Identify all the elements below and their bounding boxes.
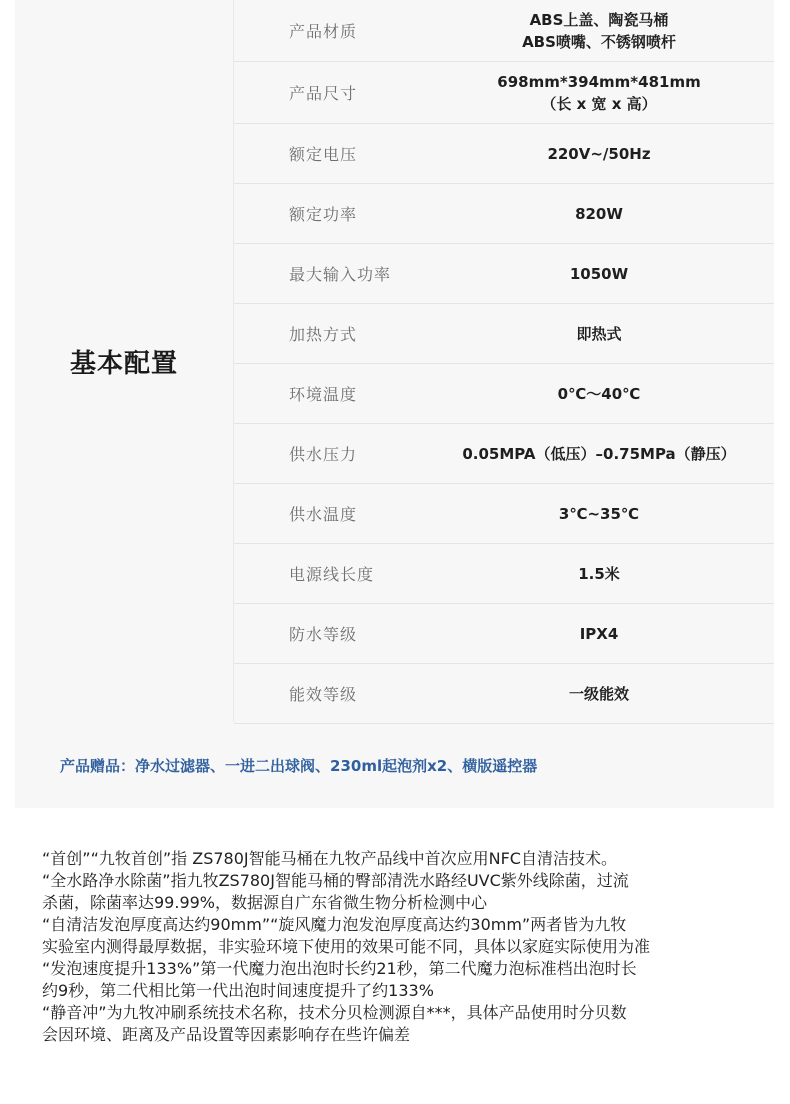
spec-value-line: 0.05MPA（低压）–0.75MPa（静压） bbox=[462, 444, 736, 463]
spec-row bbox=[234, 124, 774, 184]
spec-label: 产品材质 bbox=[289, 22, 358, 41]
spec-row bbox=[234, 244, 774, 304]
spec-value bbox=[424, 664, 774, 723]
spec-value-line: ABS上盖、陶瓷马桶 bbox=[529, 10, 669, 29]
spec-row bbox=[234, 364, 774, 424]
spec-row bbox=[234, 0, 774, 62]
section-title: 基本配置 bbox=[69, 348, 178, 379]
note-line: 杀菌，除菌率达99.99%，数据源自广东省微生物分析检测中心 bbox=[42, 893, 488, 912]
spec-row bbox=[234, 424, 774, 484]
spec-row bbox=[234, 544, 774, 604]
spec-rows bbox=[234, 0, 774, 724]
note-line: 会因环境、距离及产品设置等因素影响存在些许偏差 bbox=[42, 1025, 411, 1044]
spec-value-line: 698mm*394mm*481mm bbox=[497, 72, 701, 91]
spec-row bbox=[234, 184, 774, 244]
spec-value-line: 3℃~35℃ bbox=[558, 504, 640, 523]
note-line: “发泡速度提升133%”第一代魔力泡出泡时长约21秒，第二代魔力泡标准档出泡时长 bbox=[42, 959, 637, 978]
spec-value bbox=[424, 424, 774, 483]
spec-value bbox=[424, 244, 774, 303]
spec-label: 防水等级 bbox=[289, 625, 358, 644]
spec-label: 加热方式 bbox=[289, 325, 358, 344]
spec-value-line: IPX4 bbox=[579, 624, 619, 643]
spec-label: 供水温度 bbox=[289, 505, 358, 524]
spec-label: 电源线长度 bbox=[289, 565, 375, 584]
spec-value bbox=[424, 604, 774, 663]
spec-value bbox=[424, 184, 774, 243]
note-line: 实验室内测得最厚数据，非实验环境下使用的效果可能不同，具体以家庭实际使用为准 bbox=[42, 937, 651, 956]
spec-table bbox=[15, 0, 774, 808]
note-line: 约9秒，第二代相比第一代出泡时间速度提升了约133% bbox=[42, 981, 434, 1000]
spec-label: 额定功率 bbox=[289, 205, 358, 224]
note-line: “静音冲”为九牧冲刷系统技术名称，技术分贝检测源自***，具体产品使用时分贝数 bbox=[42, 1003, 627, 1022]
note-line: “全水路净水除菌”指九牧ZS780J智能马桶的臀部清洗水路经UVC紫外线除菌，过流 bbox=[42, 871, 629, 890]
spec-label: 能效等级 bbox=[289, 685, 358, 704]
spec-value bbox=[424, 62, 774, 123]
disclaimer-notes bbox=[42, 848, 782, 1046]
spec-row bbox=[234, 604, 774, 664]
spec-value bbox=[424, 124, 774, 183]
spec-label: 环境温度 bbox=[289, 385, 358, 404]
spec-row bbox=[234, 664, 774, 724]
spec-label: 产品尺寸 bbox=[289, 84, 358, 103]
spec-value-line: 即热式 bbox=[576, 324, 622, 343]
spec-value-line: 1050W bbox=[569, 264, 629, 283]
spec-value bbox=[424, 0, 774, 61]
note-line: “自清洁发泡厚度高达约90mm”“旋风魔力泡发泡厚度高达约30mm”两者皆为九牧 bbox=[42, 915, 627, 934]
note-line: “首创”“九牧首创”指 ZS780J智能马桶在九牧产品线中首次应用NFC自清洁技术。 bbox=[42, 849, 617, 868]
spec-label: 供水压力 bbox=[289, 445, 358, 464]
spec-row bbox=[234, 484, 774, 544]
spec-label: 最大输入功率 bbox=[289, 265, 392, 284]
spec-value-line: 820W bbox=[575, 204, 623, 223]
spec-value-line: 220V~/50Hz bbox=[547, 144, 651, 163]
spec-value bbox=[424, 364, 774, 423]
spec-value-line: ABS喷嘴、不锈钢喷杆 bbox=[522, 32, 676, 51]
spec-row bbox=[234, 62, 774, 124]
spec-value-line: 一级能效 bbox=[568, 684, 629, 703]
spec-value-line: 0℃～40℃ bbox=[557, 384, 641, 403]
spec-row bbox=[234, 304, 774, 364]
gift-text: 产品赠品：净水过滤器、一进二出球阀、230ml起泡剂x2、横版遥控器 bbox=[60, 756, 538, 775]
gift-banner bbox=[15, 722, 774, 808]
spec-value-line: 1.5米 bbox=[578, 564, 620, 583]
spec-value bbox=[424, 544, 774, 603]
section-header-cell bbox=[15, 0, 234, 722]
spec-value bbox=[424, 304, 774, 363]
spec-value bbox=[424, 484, 774, 543]
spec-label: 额定电压 bbox=[289, 145, 358, 164]
spec-value-line: （长 x 宽 x 高） bbox=[541, 94, 657, 113]
